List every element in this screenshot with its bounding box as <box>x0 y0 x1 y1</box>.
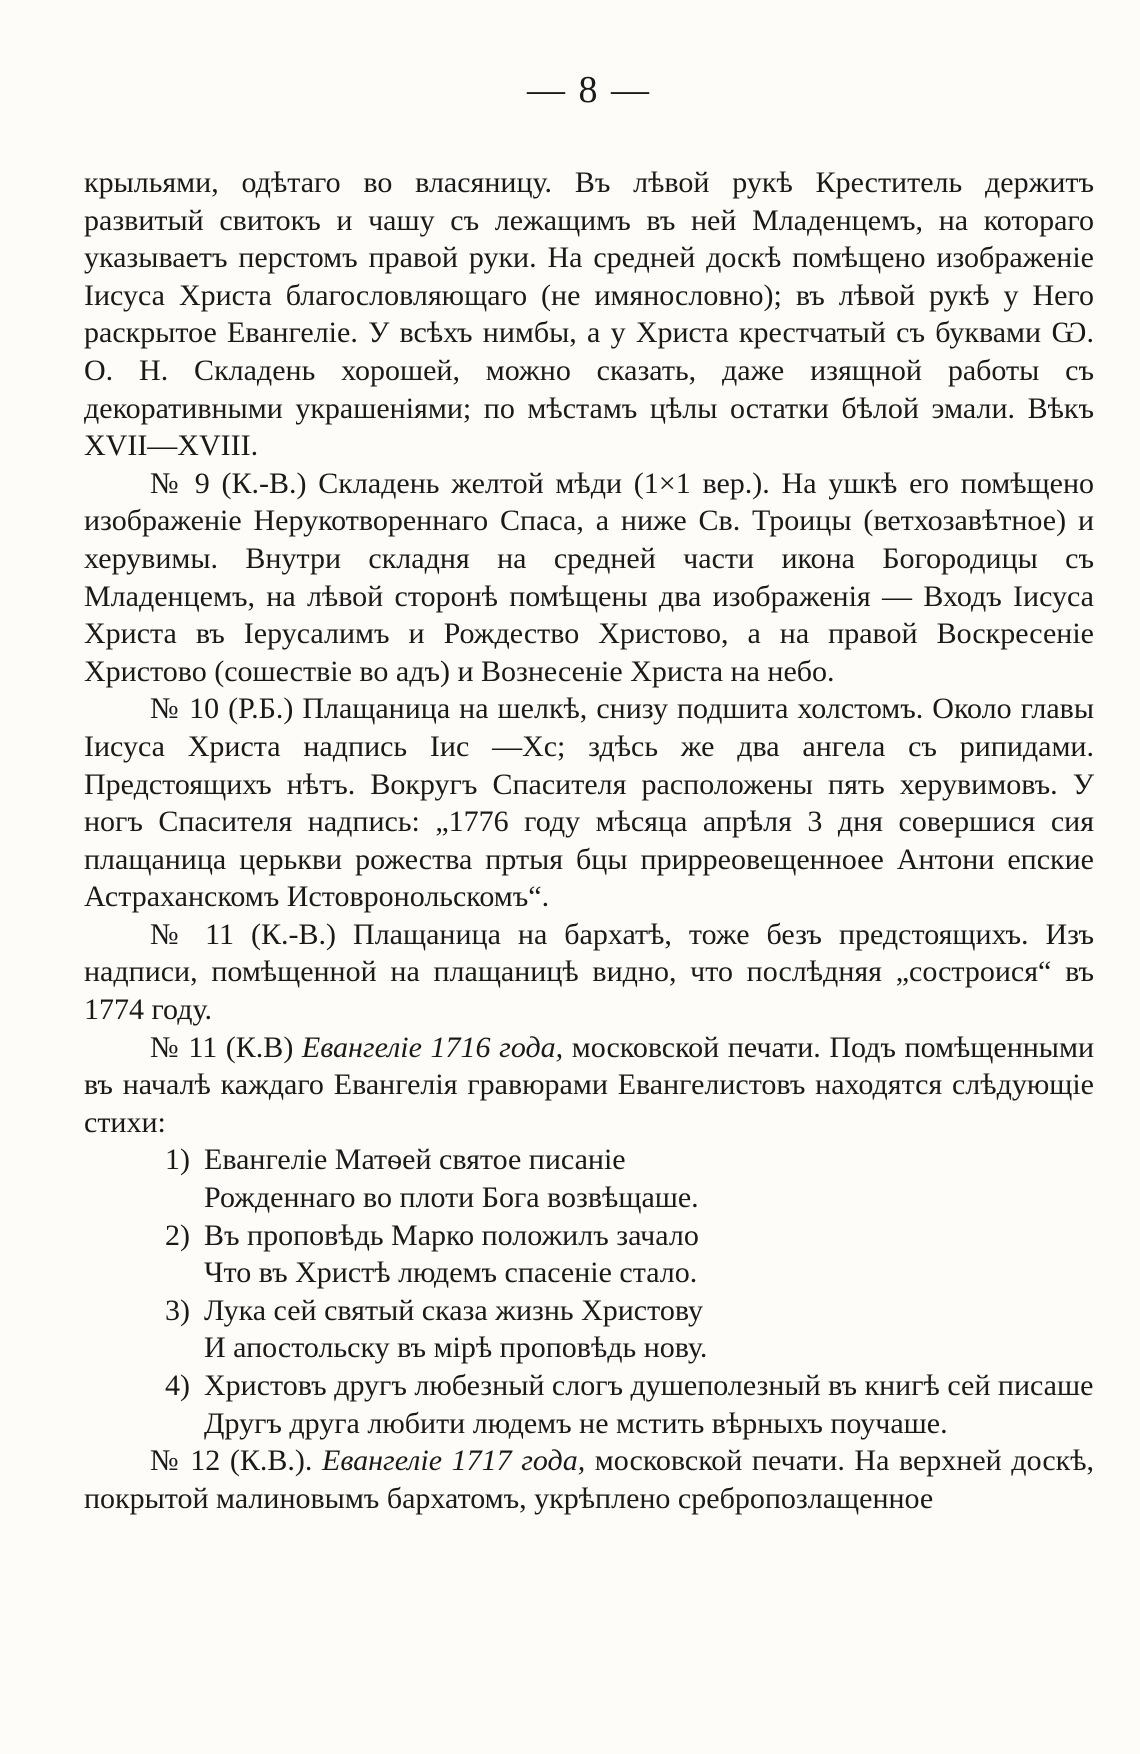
document-page <box>84 60 1094 1720</box>
verse-number: 2) <box>165 1218 190 1252</box>
intro-paragraph: крыльями, одѣтаго во власяницу. Въ лѣвой рукѣ Креститель держитъ развитый свитокъ и чашу съ лежащимъ въ ней Младенцемъ, на котораго указываетъ перстомъ правой руки. На средней доскѣ помѣщено изображеніе Іисуса Христа благословляющаго (не имянословно); въ лѣвой рукѣ у Него раскрытое Евангеліе. У всѣхъ нимбы, а у Христа крестчатый съ буквами Ѡ. О. Н. Складень хорошей, можно сказать, даже изящной работы съ декоративными украшеніями; по мѣстамъ цѣлы остатки бѣлой эмали. Вѣкъ XVII—XVIII. <box>84 166 1094 463</box>
entry-11-paragraph: № 11 (К.-В.) Плащаница на бархатѣ, тоже безъ предстоящихъ. Изъ надписи, помѣщенной на плащаницѣ видно, что послѣдняя „состроися“ въ 1774 году. <box>84 917 1094 1027</box>
book-title: Евангеліе 1716 года, <box>301 1030 564 1064</box>
verse-line: Что въ Христѣ людемъ спасеніе стало. <box>204 1256 698 1290</box>
verse-line: Другъ друга любити людемъ не мстить вѣрныхъ поучаше. <box>204 1406 948 1440</box>
verse-number: 4) <box>165 1369 190 1402</box>
body-text <box>84 164 1094 1517</box>
verse-item <box>84 1292 1094 1367</box>
verse-line: Рожденнаго во плоти Бога возвѣщаше. <box>204 1181 699 1215</box>
book-title: Евангеліе 1717 года, <box>322 1444 586 1478</box>
verse-number: 3) <box>165 1293 190 1327</box>
entry-number: № 12 (К.В.). <box>150 1444 322 1478</box>
entry-description: московской печати. Подъ помѣщенными въ началѣ каждаго Евангелія гравюрами Евангелистовъ находятся слѣдующіе стихи: <box>84 1030 1094 1139</box>
verse-item <box>84 1141 1094 1216</box>
verse-line: И апостольску въ мірѣ проповѣдь нову. <box>204 1331 708 1365</box>
entry-9-paragraph: № 9 (К.-В.) Складень желтой мѣди (1×1 вер.). На ушкѣ его помѣщено изображеніе Нерукотвореннаго Спаса, а ниже Св. Троицы (ветхозавѣтное) и херувимы. Внутри складня на средней части икона Богородицы съ Младенцемъ, на лѣвой сторонѣ помѣщены два изображенія — Входъ Іисуса Христа въ Іерусалимъ и Рождество Христово, а на правой Воскресеніе Христово (сошествіе во адъ) и Вознесеніе Христа на небо. <box>84 466 1094 688</box>
verse-item <box>84 1367 1094 1442</box>
entry-10-paragraph: № 10 (Р.Б.) Плащаница на шелкѣ, снизу подшита холстомъ. Около главы Іисуса Христа надпись Іис —Хс; здѣсь же два ангела съ рипидами. Предстоящихъ нѣтъ. Вокругъ Спасителя расположены пять херувимовъ. У ногъ Спасителя надпись: „1776 году мѣсяца апрѣля 3 дня совершися сия плащаница церькви рожества пртыя бцы приpреовещенноее Антони епские Астраханскомъ Истовронольскомъ“. <box>84 692 1094 914</box>
entry-number: № 11 (К.В) <box>150 1030 302 1064</box>
verse-line: Въ проповѣдь Марко положилъ зачало <box>204 1218 699 1252</box>
entry-gospel-1717-paragraph <box>84 1442 1094 1517</box>
entry-gospel-1716-paragraph <box>84 1029 1094 1142</box>
verse-line: Евангеліе Матѳей святое писаніе <box>204 1143 626 1177</box>
verse-item <box>84 1217 1094 1292</box>
verse-number: 1) <box>165 1143 190 1177</box>
verse-list <box>84 1141 1094 1442</box>
verse-line: Лука сей святый сказа жизнь Христову <box>204 1293 703 1327</box>
verse-line: Христовъ другъ любезный слогъ душеполезный въ книгѣ сей писаше <box>204 1369 1094 1402</box>
entry-description: московской печати. На верхней доскѣ, покрытой малиновымъ бархатомъ, укрѣплено сребропозлащенное <box>84 1444 1094 1515</box>
page-number: — 8 — <box>527 69 651 111</box>
